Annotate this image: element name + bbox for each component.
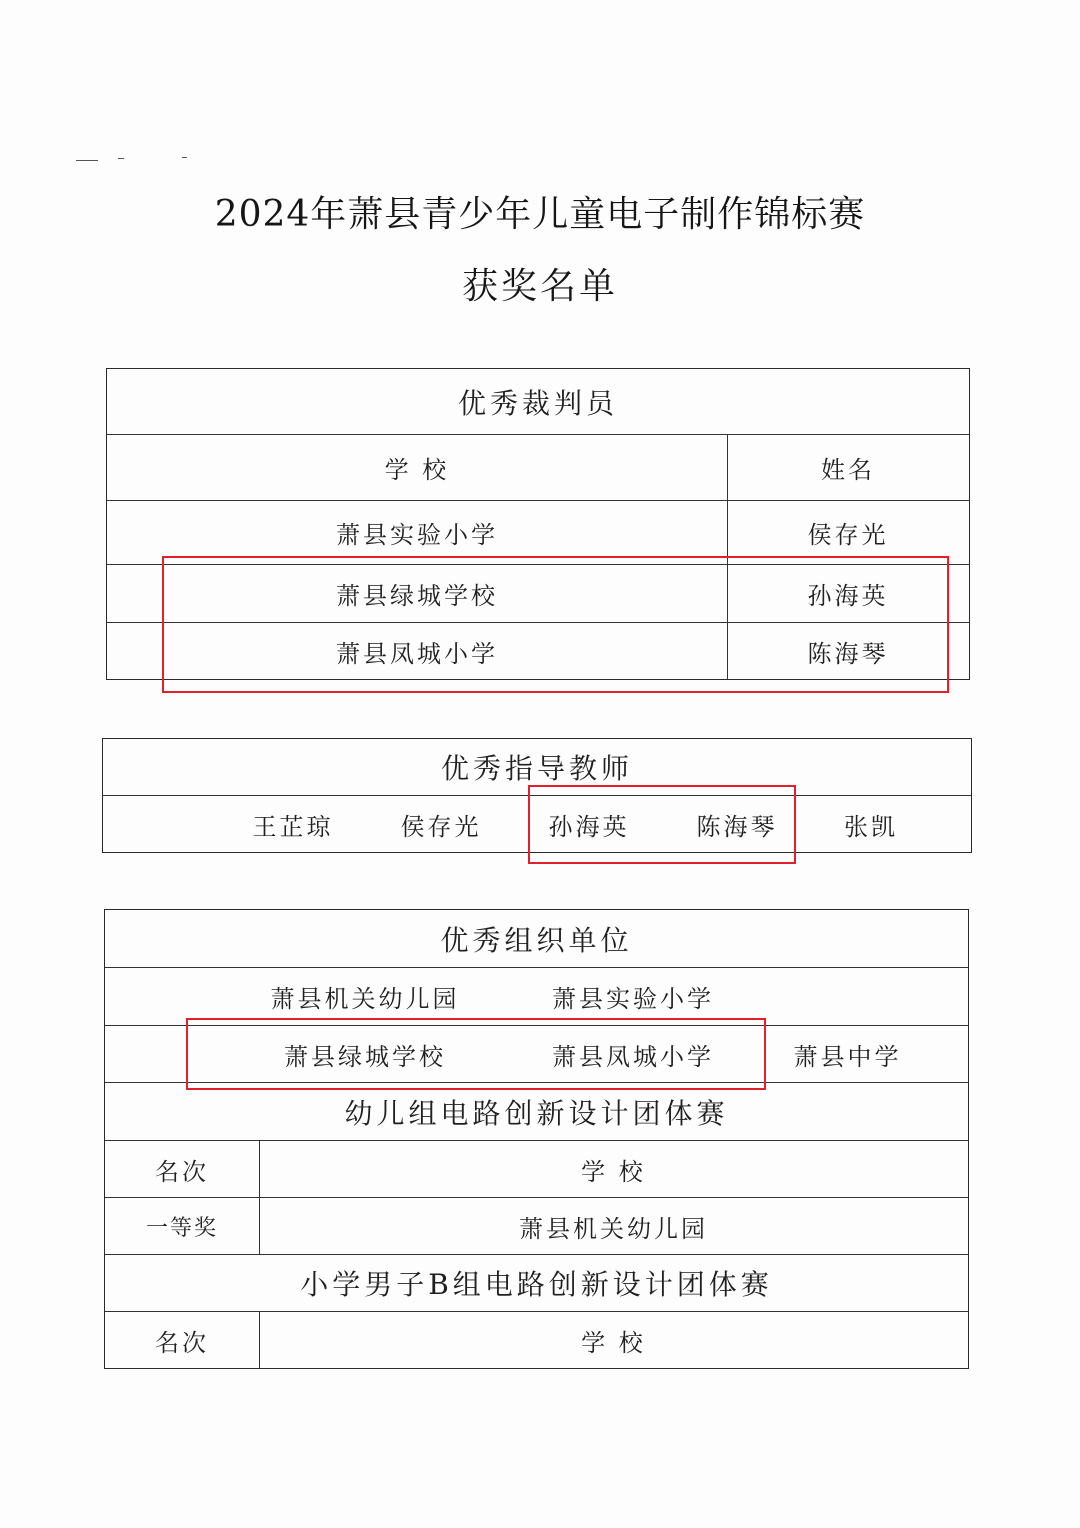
kindergarten-col-school: 学 校 [581,1157,646,1186]
primary-boys-b-heading-row [105,1255,968,1312]
scan-speck [76,160,98,161]
unit-name: 萧县实验小学 [552,985,714,1013]
teacher-name: 孙海英 [548,812,630,841]
kindergarten-rank: 一等奖 [145,1215,218,1241]
referee-name: 孙海英 [807,582,889,610]
units-heading-row [105,910,968,968]
referee-heading: 优秀裁判员 [457,386,618,420]
referee-school: 萧县凤城小学 [336,639,498,668]
highlight-box [186,1018,766,1090]
referee-heading-row [107,369,969,435]
scan-speck [182,157,187,158]
primary-boys-b-col-school: 学 校 [581,1328,646,1357]
kindergarten-heading-row [105,1083,968,1141]
referee-col-school: 学 校 [384,456,450,484]
document-title: 2024年萧县青少年儿童电子制作锦标赛 [214,194,866,235]
primary-boys-b-column-header-row [105,1312,968,1368]
teacher-name: 张凯 [844,812,898,841]
unit-name: 萧县绿城学校 [284,1042,446,1071]
referee-name: 侯存光 [807,521,889,549]
kindergarten-col-rank: 名次 [155,1157,209,1186]
kindergarten-school: 萧县机关幼儿园 [519,1214,708,1243]
teachers-heading: 优秀指导教师 [440,752,633,785]
unit-name: 萧县中学 [793,1042,902,1071]
referee-name: 陈海琴 [807,639,889,668]
unit-name: 萧县凤城小学 [552,1042,714,1071]
referee-school: 萧县绿城学校 [336,582,498,610]
highlight-box [162,556,949,693]
referee-col-name: 姓名 [821,456,875,484]
referee-school: 萧县实验小学 [336,521,498,549]
table-row [105,1198,968,1255]
teacher-name: 王芷琼 [252,812,334,841]
units-table [104,909,969,1369]
document-subtitle: 获奖名单 [461,266,618,307]
kindergarten-heading: 幼儿组电路创新设计团体赛 [344,1096,729,1130]
kindergarten-column-header-row [105,1141,968,1198]
primary-boys-b-col-rank: 名次 [155,1328,209,1357]
unit-name: 萧县机关幼儿园 [270,985,460,1013]
teacher-name: 侯存光 [400,812,482,841]
scan-speck [118,158,124,159]
teacher-name: 陈海琴 [696,812,778,841]
primary-boys-b-heading: 小学男子B组电路创新设计团体赛 [300,1268,773,1301]
highlight-box [528,785,796,864]
units-heading: 优秀组织单位 [440,923,633,957]
referee-column-header-row [107,435,969,501]
